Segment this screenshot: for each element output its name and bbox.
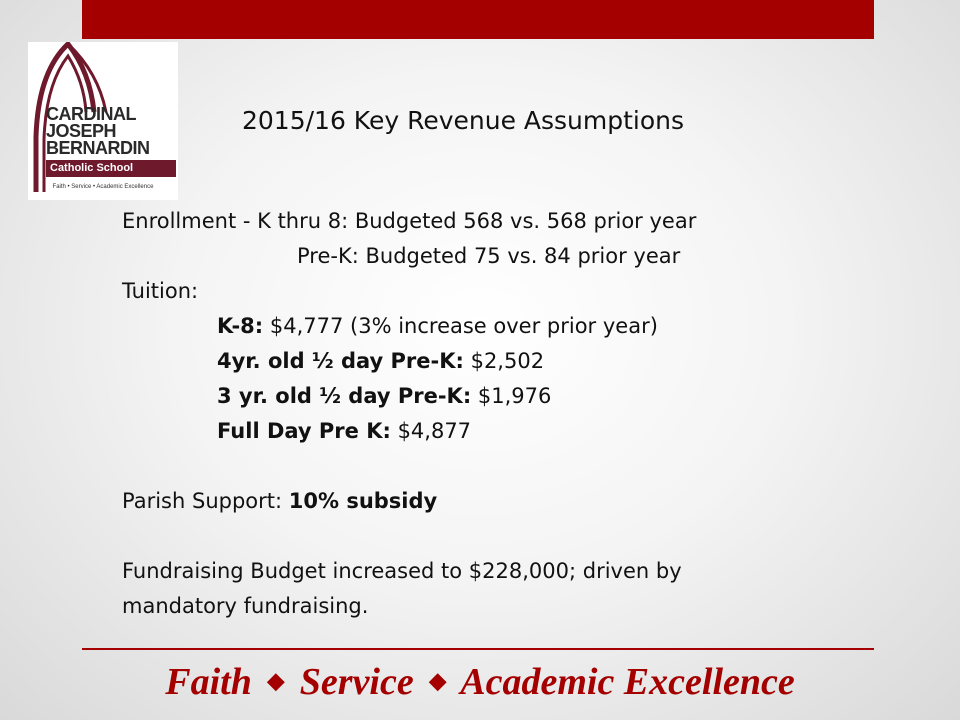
diamond-icon: ◆ [429, 668, 447, 693]
tuition-item-name: 4yr. old ½ day Pre-K: [217, 349, 464, 373]
footer-divider [82, 648, 874, 650]
fundraising-line-2: mandatory fundraising. [122, 594, 369, 618]
motto-service: Service [299, 661, 414, 703]
tuition-item-k8 [122, 309, 912, 344]
tuition-item-3yr-prek [122, 379, 912, 414]
tuition-label: Tuition: [122, 279, 199, 303]
parish-support-value: 10% subsidy [288, 489, 438, 513]
tuition-item-full-day-prek [122, 414, 912, 449]
top-banner-bar [82, 0, 874, 39]
spacer [122, 449, 912, 484]
parish-support-line [122, 484, 912, 519]
spacer [122, 519, 912, 554]
enrollment-k8-line [122, 204, 912, 239]
motto-faith: Faith [165, 661, 252, 703]
tuition-item-value: $2,502 [463, 349, 545, 373]
enrollment-label: Enrollment - [122, 209, 258, 233]
parish-support-label: Parish Support: [122, 489, 289, 513]
logo-tagline: Faith • Service • Academic Excellence [52, 184, 154, 190]
tuition-item-value: $4,877 [390, 419, 472, 443]
school-logo [28, 42, 178, 200]
slide-title: 2015/16 Key Revenue Assumptions [242, 106, 685, 135]
diamond-icon: ◆ [267, 668, 285, 693]
logo-name-line-1: CARDINAL [46, 104, 136, 124]
slide-body [122, 204, 912, 624]
logo-school-name [46, 106, 176, 157]
tuition-item-name: K-8: [217, 314, 264, 338]
logo-name-line-3: BERNARDIN [46, 138, 150, 158]
tuition-item-4yr-prek [122, 344, 912, 379]
footer-motto [0, 660, 960, 704]
logo-name-line-2: JOSEPH [46, 121, 117, 141]
fundraising-line-1: Fundraising Budget increased to $228,000; driven by [122, 559, 682, 583]
enrollment-prek-line: Pre-K: Budgeted 75 vs. 84 prior year [297, 244, 681, 268]
tuition-item-value: $4,777 (3% increase over prior year) [263, 314, 658, 338]
logo-subtitle: Catholic School [46, 160, 176, 177]
tuition-item-name: Full Day Pre K: [217, 419, 391, 443]
enrollment-k8-text: K thru 8: Budgeted 568 vs. 568 prior year [257, 209, 697, 233]
motto-academic-excellence: Academic Excellence [460, 661, 795, 703]
tuition-item-value: $1,976 [471, 384, 552, 408]
tuition-item-name: 3 yr. old ½ day Pre-K: [217, 384, 472, 408]
